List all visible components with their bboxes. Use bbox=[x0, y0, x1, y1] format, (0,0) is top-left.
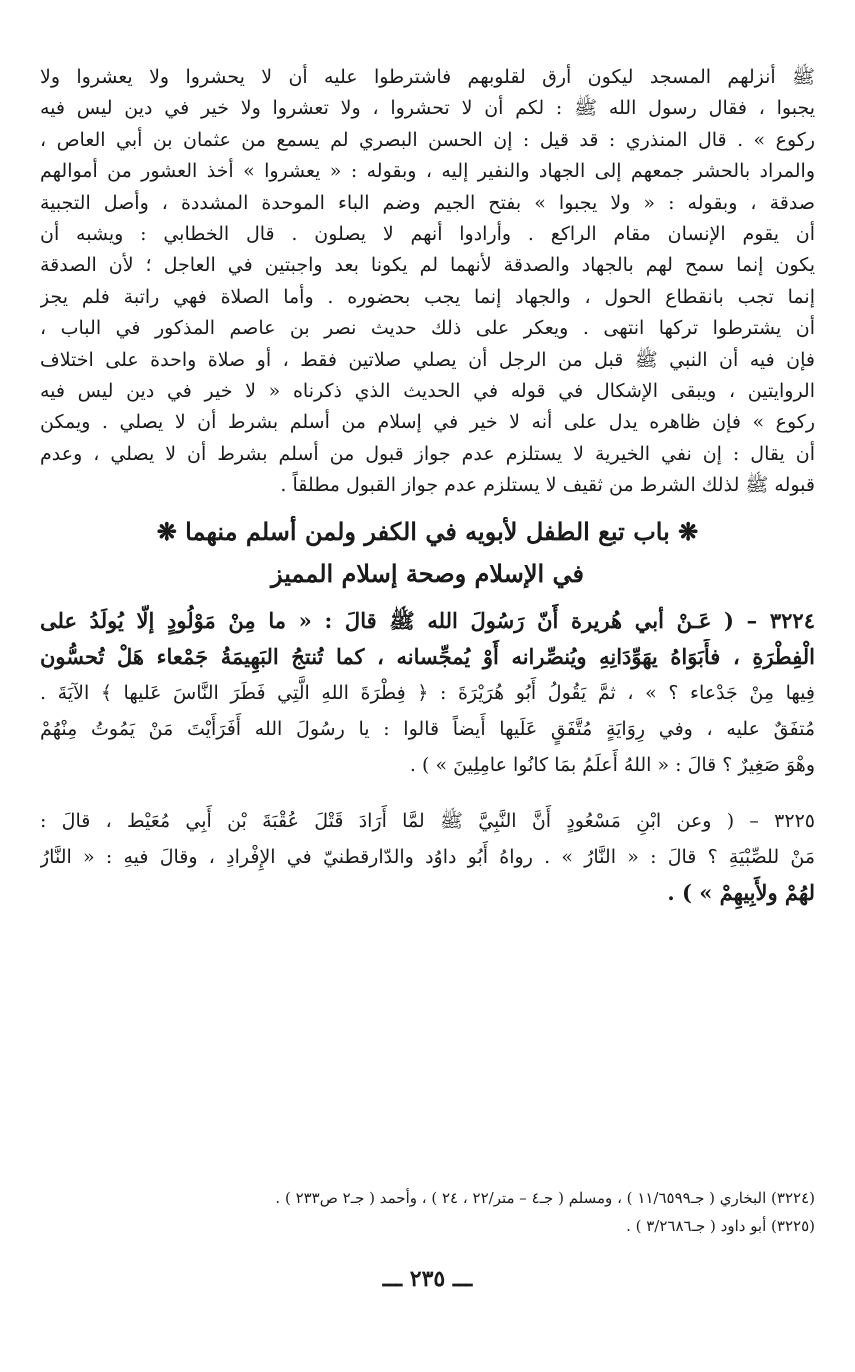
chapter-heading-line: في الإسلام وصحة إسلام المميز bbox=[270, 559, 585, 589]
text-line: الروايتين ، ويبقى الإشكال في قوله في الحديث الذي ذكرناه « لا خير في دين ليس فيه bbox=[40, 379, 815, 402]
hadith-line: وهْوَ صَغِيرٌ ؟ قالَ : « اللهُ أَعلَمُ بمَا كانُوا عامِلِينَ » ) . bbox=[409, 754, 815, 777]
hadith-line: فِيها مِنْ جَدْعاء ؟ » ، ثمَّ يَقُولُ أَبُو هُرَيْرَةَ : ﴿ فِطْرَةَ اللهِ الَّتِي فَطَرَ النَّاسَ عَليها ﴾ الآيَةَ . bbox=[40, 682, 815, 705]
hadith-line: ٣٢٢٤ – ( عَـنْ أبي هُريرة أَنّ رَسُولَ الله ﷺ قالَ : « ما مِنْ مَوْلُودٍ إلّا يُولَدُ على bbox=[40, 608, 815, 634]
footnotes bbox=[40, 1184, 815, 1240]
text-line: والمراد بالحشر جمعهم إلى الجهاد والنفير إليه ، وبقوله : « يعشروا » أخذ العشور من أموالهم bbox=[40, 160, 815, 183]
text-line: أن يقال : إن نفي الخيرية لا يستلزم عدم جواز قبول من أسلم بشرط أن لا يصلي ، وعدم bbox=[40, 442, 815, 465]
hadith-3224 bbox=[40, 603, 815, 783]
commentary-paragraph bbox=[40, 62, 815, 501]
hadith-line: مُتفَقٌ عليه ، وفي رِوَايَةٍ مُتَّفَقٍ عَلَيها أَيضاً قالوا : يا رسُولَ الله أَفَرَأَيْتَ مَنْ يَمُوتُ مِنْهُمْ bbox=[40, 718, 815, 741]
footnote: (٣٢٢٥) أبو داود ( جـ٣/٢٦٨٦ ) . bbox=[626, 1217, 815, 1235]
chapter-heading bbox=[40, 511, 815, 595]
page-body bbox=[40, 62, 815, 911]
hadith-3225 bbox=[40, 803, 815, 911]
page-number: ـــ ٢٣٥ ـــ bbox=[382, 1266, 473, 1292]
chapter-heading-line: ❋ باب تبع الطفل لأبويه في الكفر ولمن أسلم منهما ❋ bbox=[156, 517, 699, 547]
footnote: (٣٢٢٤) البخاري ( جـ١١/٦٥٩٩ ) ، ومسلم ( جـ٤ – متر/٢٢ ، ٢٤ ) ، وأحمد ( جـ٢ ص٢٣٣ ) . bbox=[275, 1189, 815, 1207]
text-line: أن يقوم الإنسان مقام الراكع . وأرادوا أنهم لا يصلون . قال الخطابي : ويشبه أن bbox=[40, 222, 815, 245]
text-line: ركوع » فإن ظاهره يدل على أنه لا خير في إسلام من أسلم بشرط أن لا يصلي . ويمكن bbox=[40, 411, 815, 434]
text-line: يجبوا ، فقال رسول الله ﷺ : لكم أن لا تحشروا ، ولا تعشروا ولا خير في دين ليس فيه bbox=[40, 97, 815, 120]
text-line: قبوله ﷺ لذلك الشرط من ثقيف لا يستلزم عدم جواز القبول مطلقاً . bbox=[280, 474, 815, 497]
hadith-line: مَنْ للصِّبْيَةِ ؟ قالَ : « النَّارُ » . رواهُ أَبُو داوُد والدّارقطنيّ في الإِفْرادِ ، وقالَ فيهِ : « النَّارُ bbox=[40, 846, 815, 869]
spacer bbox=[40, 783, 815, 797]
text-line: ركوع » . قال المنذري : قد قيل : إن الحسن البصري لم يسمع من عثمان بن أبي العاص ، bbox=[40, 128, 815, 151]
text-line: فإن فيه أن النبي ﷺ قبل من الرجل أن يصلي صلاتين فقط ، أو صلاة واحدة على اختلاف bbox=[40, 348, 815, 371]
text-line: إنما تجب بانقطاع الحول ، والجهاد إنما يجب بحضوره . وأما الصلاة فهي راتبة فلم يجز bbox=[40, 285, 815, 308]
text-line: ﷺ أنزلهم المسجد ليكون أرق لقلوبهم فاشترطوا عليه أن لا يحشروا ولا يعشروا ولا bbox=[40, 66, 815, 88]
text-line: يكون إنما سمح لهم بالجهاد والصدقة لأنهما لم يكونا بعد واجبتين في العاجل ؛ لأن الصدقة bbox=[40, 254, 815, 277]
hadith-line: الْفِطْرَةِ ، فأَبَوَاهُ يهَوِّدَانِهِ ويُنصِّرانه أَوْ يُمجِّسانه ، كما تُنتجُ البَهِيمَةُ جَمْعاء هَلْ تُحسُّون bbox=[40, 644, 815, 670]
hadith-line: لهُمْ ولأَبِيهِمْ » ) . bbox=[667, 880, 815, 906]
text-line: أن يشترطوا تركها انتهى . ويعكر على ذلك حديث نصر بن عاصم المذكور في الباب ، bbox=[40, 317, 815, 340]
text-line: صدقة ، وبقوله : « ولا يجبوا » بفتح الجيم وضم الباء الموحدة المشددة ، وأصل التجبية bbox=[40, 191, 815, 214]
hadith-line: ٣٢٢٥ – ( وعن ابْنِ مَسْعُودٍ أَنَّ النَّبِيَّ ﷺ لمَّا أَرَادَ قَتْلَ عُقْبَةَ بْن أَبِي مُعَيْط ، قالَ : bbox=[40, 810, 815, 833]
